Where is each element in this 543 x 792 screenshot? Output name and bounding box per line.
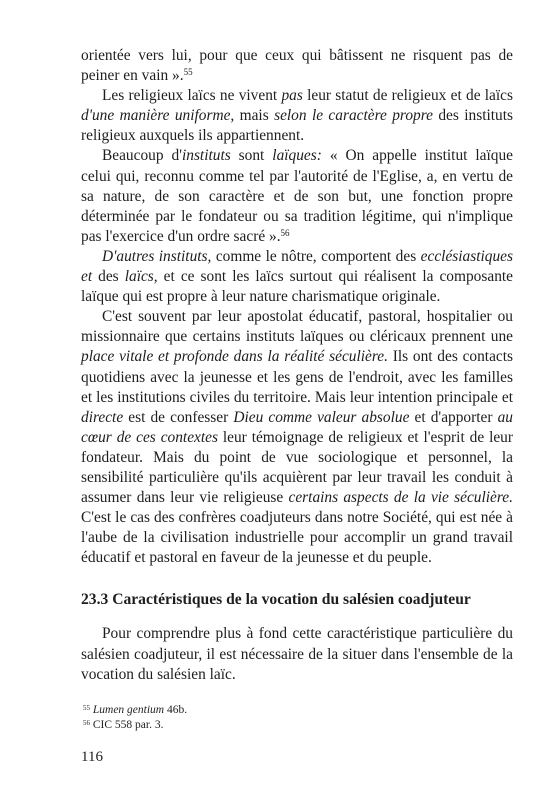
footnote-number: 55 xyxy=(83,703,90,712)
italic-text: place vitale et profonde dans la réalité séculière. xyxy=(81,348,388,366)
italic-text: d'une manière uniforme, xyxy=(81,107,235,125)
page-content xyxy=(81,46,513,767)
text-run: orientée vers lui, pour que ceux qui bâtissent ne risquent pas de peiner en vain ». xyxy=(81,47,513,85)
paragraph xyxy=(81,624,513,684)
text-run: Pour comprendre plus à fond cette caractéristique particulière du salésien coadjuteur, il est nécessaire de la situer dans l'ensemble de la vocation du salésien laïc. xyxy=(81,625,513,683)
text-run: et ce sont les laïcs surtout qui réalisent la composante laïque qui est propre à leur nature charismatique originale. xyxy=(81,268,513,306)
text-run: leur statut de religieux et de laïcs xyxy=(302,87,513,105)
text-run: C'est souvent par leur apostolat éducatif, pastoral, hospitalier ou missionnaire que certains instituts laïques ou cléricaux prennent une xyxy=(81,308,513,346)
text-run: mais xyxy=(234,107,275,125)
paragraph xyxy=(81,86,513,146)
italic-text: certains aspects de la vie séculière. xyxy=(288,489,513,507)
footnote xyxy=(81,718,513,733)
text-run: CIC 558 par. 3. xyxy=(92,718,164,731)
italic-text: pas xyxy=(281,87,303,105)
text-run: comme le nôtre, comportent des xyxy=(211,247,421,265)
paragraph xyxy=(81,247,513,307)
page-number: 116 xyxy=(81,748,103,765)
italic-text: laïques: xyxy=(272,147,322,165)
footnote-number: 56 xyxy=(83,718,90,727)
text-run: Ils ont des contacts quotidiens avec la jeunesse et les gens de l'endroit, avec les familles et les institutions civiles du territoire. Mais leur intention principale et xyxy=(81,348,514,406)
text-run: C'est le cas des confrères coadjuteurs dans notre Société, qui est née à l'aube de la civilisation industrielle pour accomplir un grand travail éducatif et pastoral en faveur de la jeunesse et du peuple. xyxy=(81,509,513,567)
italic-text: au cœur de ces contextes xyxy=(81,408,513,446)
footnote-ref: 56 xyxy=(280,227,290,238)
italic-text: Lumen gentium xyxy=(92,703,165,716)
text-run: 46b. xyxy=(164,703,188,716)
text-run: est de confesser xyxy=(123,408,234,426)
italic-text: instituts xyxy=(181,147,231,165)
italic-text: Dieu comme valeur absolue xyxy=(233,408,410,426)
italic-text: laïcs, xyxy=(124,268,158,286)
section-heading: 23.3 Caractéristiques de la vocation du salésien coadjuteur xyxy=(81,591,471,609)
italic-text: directe xyxy=(81,408,124,426)
paragraph xyxy=(81,46,513,86)
paragraph xyxy=(81,146,513,246)
italic-text: selon le caractère propre xyxy=(274,107,433,125)
text-run: Les religieux laïcs ne vivent xyxy=(102,87,282,105)
text-run: sont xyxy=(230,147,273,165)
footnotes xyxy=(81,703,513,733)
text-run: Beaucoup d' xyxy=(102,147,182,165)
body-text xyxy=(81,46,513,568)
footnote-ref: 55 xyxy=(183,67,193,78)
italic-text: D'autres instituts, xyxy=(102,247,212,265)
footnote xyxy=(81,703,513,718)
text-run: des instituts religieux auxquels ils appartiennent. xyxy=(81,107,513,145)
paragraph xyxy=(81,307,513,568)
text-run: des xyxy=(92,268,125,286)
text-run: leur témoignage de religieux et l'esprit de leur fondateur. Mais du point de vue sociologique et personnel, la sensibilité particulière qu'ils acquièrent par leur travail les conduit à assumer dans leur vie religieuse xyxy=(81,428,513,507)
section-intro xyxy=(81,624,513,684)
italic-text: ecclésiastiques et xyxy=(81,247,513,286)
text-run: et d'apporter xyxy=(409,408,498,426)
text-run: « On appelle institut laïque celui qui, reconnu comme tel par l'autorité de l'Eglise, a, en vertu de sa nature, de son caractère et de son but, une fonction propre déterminée par le fondateur ou sa tradition légitime, qui n'implique pas l'exercice d'un ordre sacré ». xyxy=(81,147,513,245)
